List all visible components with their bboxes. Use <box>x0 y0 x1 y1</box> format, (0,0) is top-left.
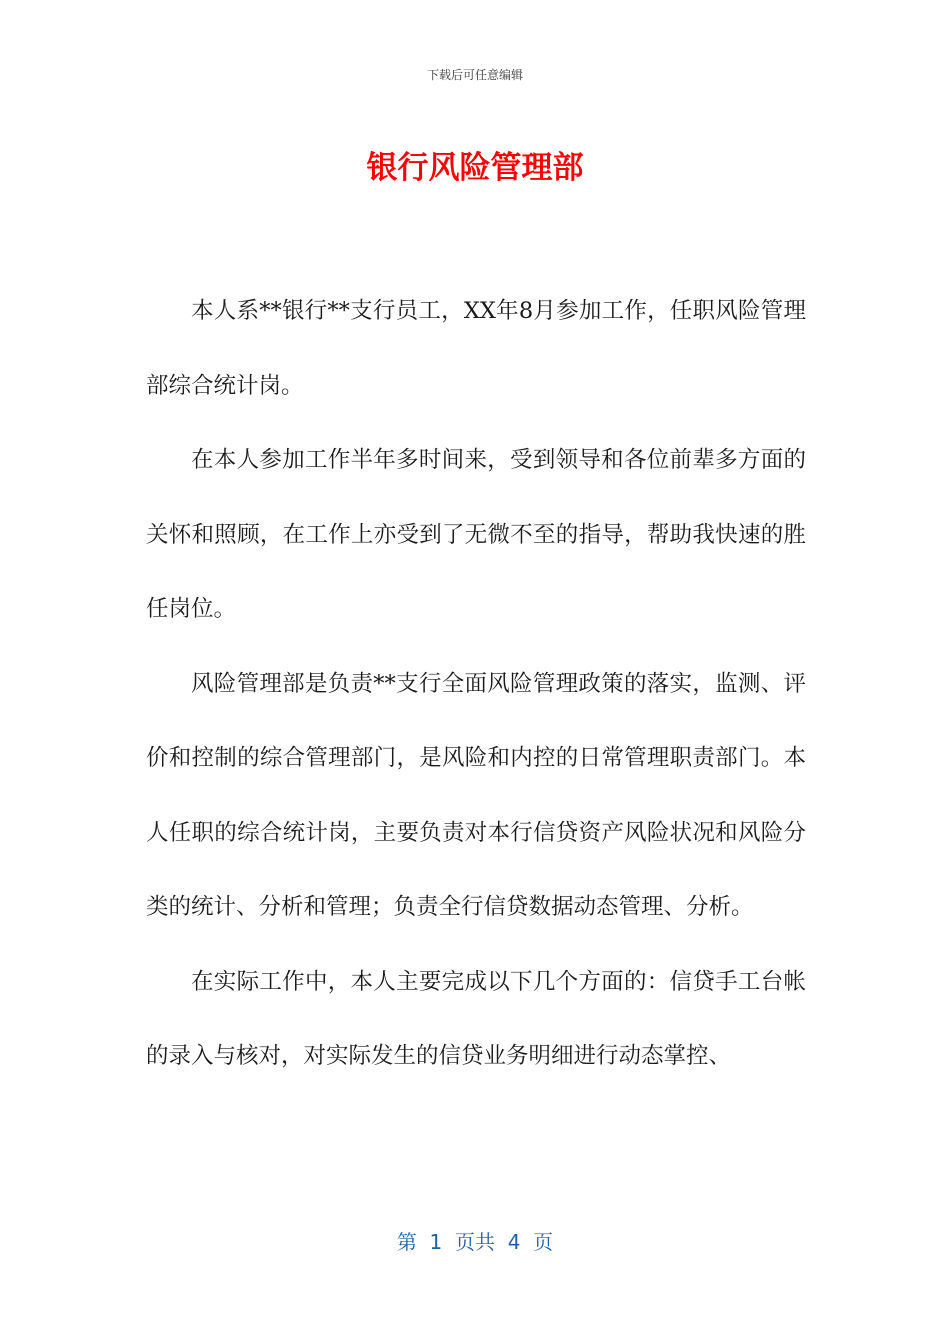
paragraph: 在实际工作中，本人主要完成以下几个方面的：信贷手工台帐的录入与核对，对实际发生的信贷业务明细进行动态掌控、 <box>146 968 806 1069</box>
page-number: 第 1 页共 4 页 <box>396 1230 554 1254</box>
paragraph: 风险管理部是负责**支行全面风险管理政策的落实，监测、评价和控制的综合管理部门，是风险和内控的日常管理职责部门。本人任职的综合统计岗，主要负责对本行信贷资产风险状况和风险分类的统计、分析和管理；负责全行信贷数据动态管理、分析。 <box>146 670 806 920</box>
header-note: 下载后可任意编辑 <box>426 68 523 82</box>
document-body <box>146 274 806 1094</box>
paragraph: 在本人参加工作半年多时间来，受到领导和各位前辈多方面的关怀和照顾，在工作上亦受到了无微不至的指导，帮助我快速的胜任岗位。 <box>146 447 806 622</box>
paragraph: 本人系**银行**支行员工，XX年8月参加工作，任职风险管理部综合统计岗。 <box>146 298 806 399</box>
document-title: 银行风险管理部 <box>366 150 584 186</box>
